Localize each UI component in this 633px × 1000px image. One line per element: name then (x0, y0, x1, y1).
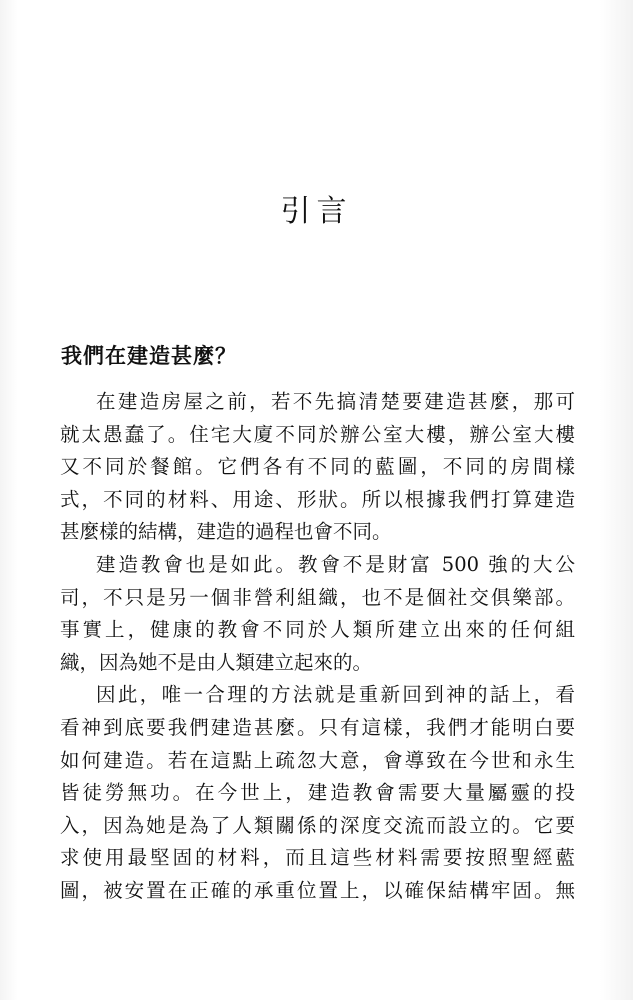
paragraph-1-line-5: 甚麼樣的結構，建造的過程也會不同。 (60, 520, 392, 544)
paragraph-1-line-1: 在建造房屋之前，若不先搞清楚要建造甚麼，那可 (96, 390, 575, 413)
paragraph-2-line-4: 織，因為她不是由人類建立起來的。 (60, 650, 373, 674)
paragraph-3-line-4: 皆徒勞無功。在今世上，建造教會需要大量屬靈的投 (60, 781, 575, 805)
paragraph-1-line-2: 就太愚蠢了。住宅大廈不同於辦公室大樓，辦公室大樓 (60, 422, 575, 446)
paragraph-2-line-2: 司，不只是另一個非營利組織，也不是個社交俱樂部。 (60, 585, 575, 609)
paragraph-1-line-4: 式，不同的材料、用途、形狀。所以根據我們打算建造 (60, 487, 575, 511)
paragraph-3-line-1: 因此，唯一合理的方法就是重新回到神的話上，看 (96, 683, 575, 707)
paragraph-3-line-3: 如何建造。若在這點上疏忽大意，會導致在今世和永生 (60, 748, 575, 772)
paragraph-2-line-3: 事實上，健康的教會不同於人類所建立出來的任何組 (60, 618, 575, 642)
paragraph-3-line-7: 圖，被安置在正確的承重位置上，以確保結構牢固。無 (60, 878, 575, 902)
paragraph-3-line-2: 看神到底要我們建造甚麼。只有這樣，我們才能明白要 (60, 715, 575, 739)
paragraph-3-line-5: 入，因為她是為了人類關係的深度交流而設立的。它要 (60, 813, 575, 837)
section-heading: 我們在建造甚麼？ (61, 344, 237, 368)
body-text (60, 386, 575, 908)
paragraph-2-line-1: 建造教會也是如此。教會不是財富 500 強的大公 (96, 552, 575, 576)
paragraph-1-line-3: 又不同於餐館。它們各有不同的藍圖，不同的房間樣 (60, 455, 575, 479)
chapter-title: 引言 (280, 194, 353, 229)
paragraph-3-line-6: 求使用最堅固的材料，而且這些材料需要按照聖經藍 (60, 846, 575, 870)
